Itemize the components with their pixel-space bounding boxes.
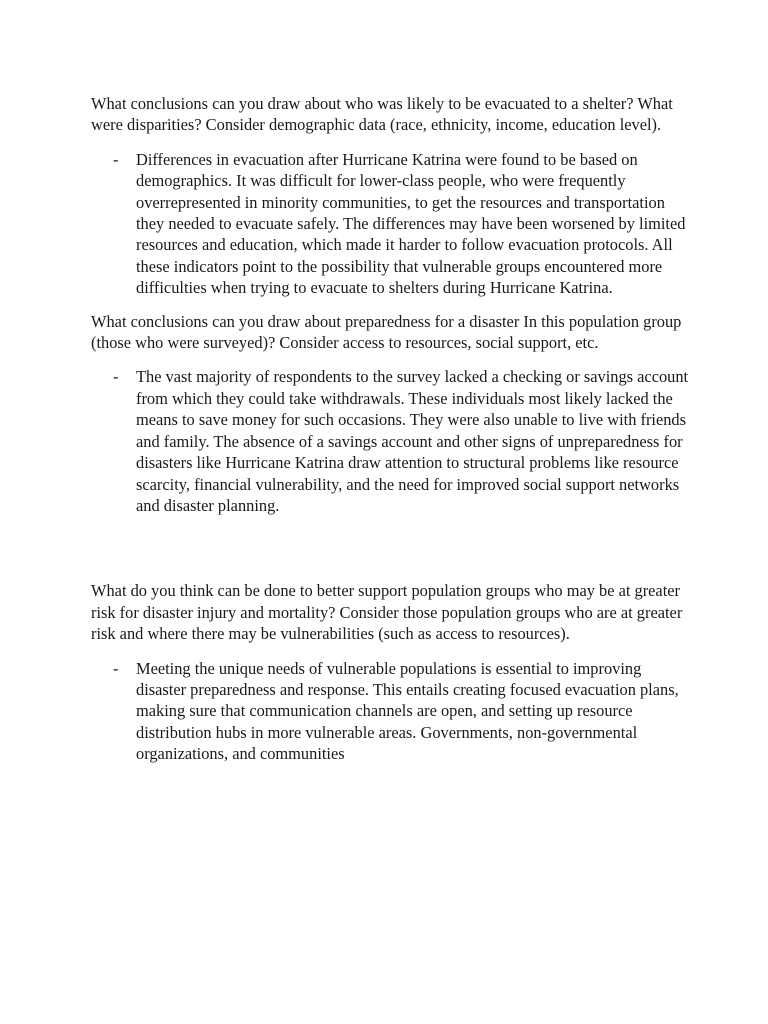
bullet-dash: - [113,149,119,169]
document-page [91,93,691,765]
answer-3-text: Meeting the unique needs of vulnerable populations is essential to improving disaster preparedness and response. This entails creating focused evacuation plans, making sure that communication channels are open, and setting up resource distribution hubs in more vulnerable areas. Governments, non-governmental organizations, and communities [136,658,679,764]
answer-2 [91,366,691,516]
question-3: What do you think can be done to better support population groups who may be at greater risk for disaster injury and mortality? Consider those population groups who are at greater risk and where there may be vulnerabilities (such as access to resources). [91,581,683,644]
answer-2-text: The vast majority of respondents to the survey lacked a checking or savings account from which they could take withdrawals. These individuals most likely lacked the means to save money for such occasions. They were also unable to live with friends and family. The absence of a savings account and other signs of unpreparedness for disasters like Hurricane Katrina draw attention to structural problems like resource scarcity, financial vulnerability, and the need for improved social support networks and disaster planning. [136,367,689,515]
answer-1 [91,149,691,299]
question-1: What conclusions can you draw about who was likely to be evacuated to a shelter? What were disparities? Consider demographic data (race, ethnicity, income, education level). [91,94,673,135]
answer-1-text: Differences in evacuation after Hurricane Katrina were found to be based on demographics. It was difficult for lower-class people, who were frequently overrepresented in minority communities, to get the resources and transportation they needed to evacuate safely. The differences may have been worsened by limited resources and education, which made it harder to follow evacuation protocols. All these indicators point to the possibility that vulnerable groups encountered more difficulties when trying to evacuate to shelters during Hurricane Katrina. [136,149,686,298]
answer-3 [91,658,691,765]
question-2: What conclusions can you draw about preparedness for a disaster In this population group (those who were surveyed)? Consider access to resources, social support, etc. [91,311,682,353]
bullet-dash: - [113,367,119,387]
bullet-dash: - [113,658,119,678]
